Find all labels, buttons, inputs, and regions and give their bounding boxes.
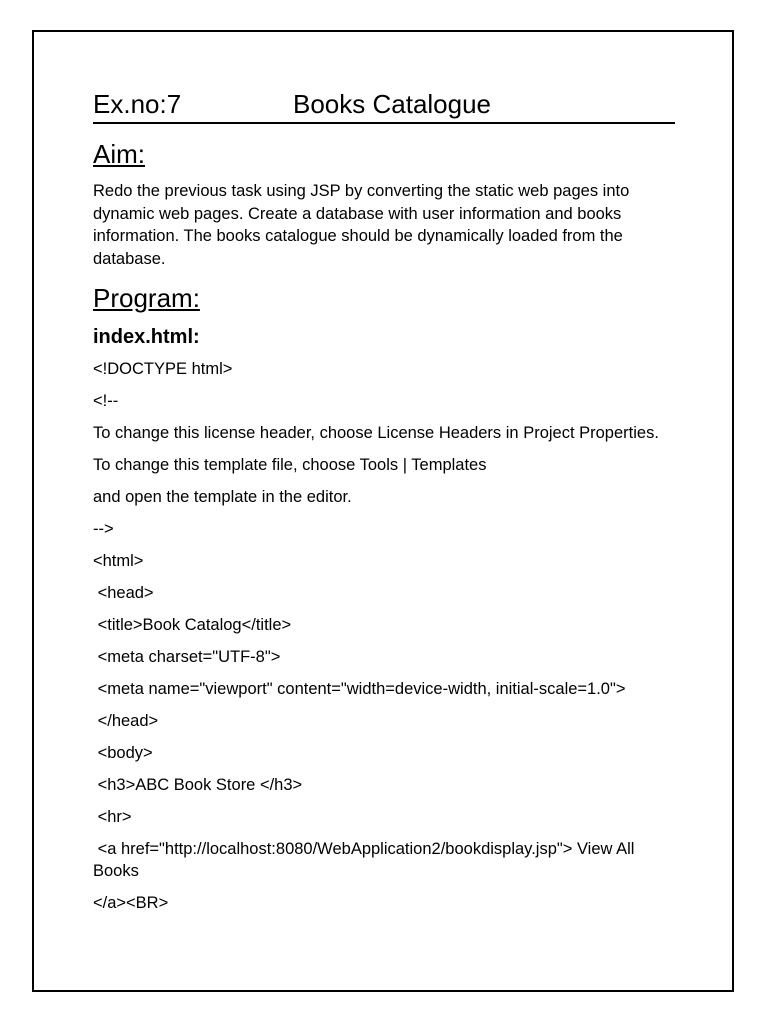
- title-row: [93, 88, 675, 124]
- document-content: [93, 88, 675, 924]
- code-line: <!--: [93, 392, 119, 410]
- code-line: </a><BR>: [93, 894, 169, 912]
- code-line: <h3>ABC Book Store </h3>: [93, 776, 303, 794]
- code-line: <body>: [93, 744, 153, 762]
- program-heading: Program:: [93, 283, 200, 313]
- code-line: <title>Book Catalog</title>: [93, 616, 292, 634]
- code-line: -->: [93, 520, 114, 538]
- code-line: </head>: [93, 712, 159, 730]
- code-line: <meta name="viewport" content="width=device-width, initial-scale=1.0">: [93, 680, 626, 698]
- code-line: <meta charset="UTF-8">: [93, 648, 281, 666]
- exercise-number: Ex.no:7: [93, 89, 182, 119]
- code-line: To change this license header, choose License Headers in Project Properties.: [93, 424, 659, 442]
- code-line: <a href="http://localhost:8080/WebApplication2/bookdisplay.jsp"> View All Books: [93, 840, 640, 880]
- code-line: <html>: [93, 552, 144, 570]
- document-title: Books Catalogue: [293, 89, 492, 119]
- code-listing: [93, 358, 675, 914]
- aim-text: Redo the previous task using JSP by converting the static web pages into dynamic web pages. Create a database with user information and books information. The books catalogue should be dynamically loaded from the database.: [93, 182, 630, 268]
- code-line: <!DOCTYPE html>: [93, 360, 233, 378]
- code-line: <hr>: [93, 808, 132, 826]
- aim-heading: Aim:: [93, 139, 145, 169]
- file-name-heading: index.html:: [93, 326, 200, 348]
- code-line: <head>: [93, 584, 154, 602]
- code-line: and open the template in the editor.: [93, 488, 352, 506]
- code-line: To change this template file, choose Tools | Templates: [93, 456, 487, 474]
